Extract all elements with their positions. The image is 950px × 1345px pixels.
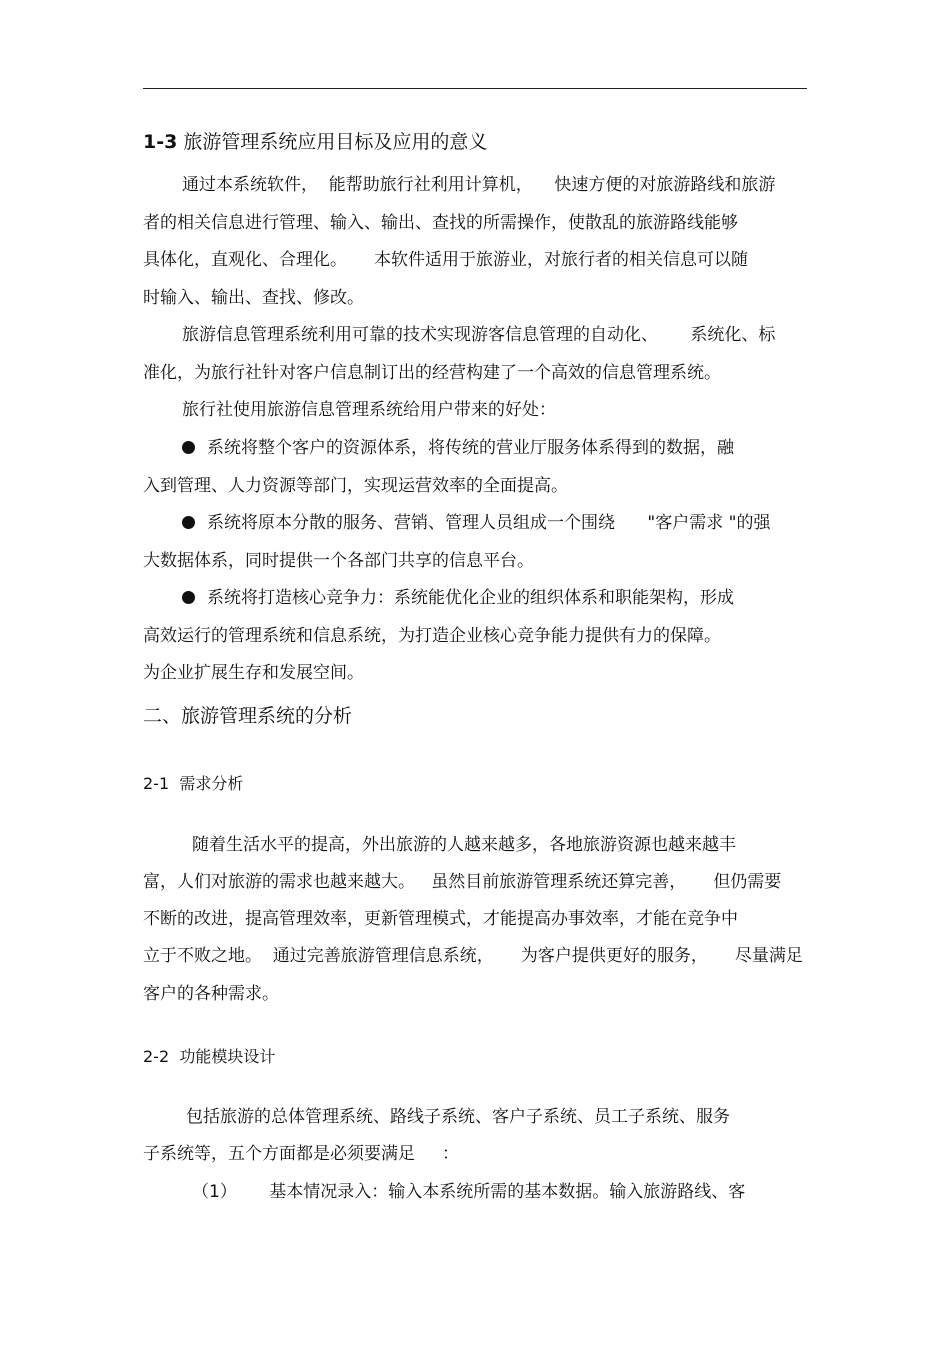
list-item-1 xyxy=(192,1180,745,1204)
bullet-3-line-3: 为企业扩展生存和发展空间。 xyxy=(143,663,364,683)
bullet-3-line-1: 系统将打造核心竞争力：系统能优化企业的组织体系和职能架构，形成 xyxy=(182,586,734,610)
para3: 旅行社使用旅游信息管理系统给用户带来的好处： xyxy=(182,400,556,420)
para22-line-1: 包括旅游的总体管理系统、路线子系统、客户子系统、员工子系统、服务 xyxy=(186,1107,730,1127)
list-item-text: 基本情况录入：输入本系统所需的基本数据。输入旅游路线、客 xyxy=(269,1182,746,1202)
subheading-2-2: 2-2 功能模块设计 xyxy=(143,1047,276,1066)
heading-1-3 xyxy=(143,130,487,154)
bullet-1-line-1: 系统将整个客户的资源体系，将传统的营业厅服务体系得到的数据，融 xyxy=(182,436,734,460)
heading-number: 1-3 xyxy=(143,131,178,153)
bullet-2-line-2: 大数据体系，同时提供一个各部门共享的信息平台。 xyxy=(143,551,534,571)
para1-line-4: 时输入、输出、查找、修改。 xyxy=(143,288,364,308)
section-2-heading: 二、旅游管理系统的分析 xyxy=(143,705,353,727)
para21-line-1: 随着生活水平的提高，外出旅游的人越来越多，各地旅游资源也越来越丰 xyxy=(192,835,736,855)
para1-line-2: 者的相关信息进行管理、输入、输出、查找的所需操作，使散乱的旅游路线能够 xyxy=(143,213,738,233)
para2-line-1: 旅游信息管理系统利用可靠的技术实现游客信息管理的自动化、 系统化、标 xyxy=(182,325,776,345)
para1-line-1: 通过本系统软件， 能帮助旅行社利用计算机， 快速方便的对旅游路线和旅游 xyxy=(182,175,776,195)
bullet-3-line-2: 高效运行的管理系统和信息系统，为打造企业核心竞争能力提供有力的保障。 xyxy=(143,626,721,646)
bullet-dot-icon xyxy=(182,516,195,529)
header-rule xyxy=(143,88,807,89)
para1-line-3: 具体化，直观化、合理化。 本软件适用于旅游业，对旅行者的相关信息可以随 xyxy=(143,250,749,270)
para21-line-4: 立于不败之地。 通过完善旅游管理信息系统， 为客户提供更好的服务， 尽量满足 xyxy=(143,946,803,966)
bullet-1-line-2: 入到管理、人力资源等部门，实现运营效率的全面提高。 xyxy=(143,476,568,496)
bullet-2-line-1: 系统将原本分散的服务、营销、管理人员组成一个围绕 "客户需求 "的强 xyxy=(182,511,770,535)
para2-line-2: 准化，为旅行社针对客户信息制订出的经营构建了一个高效的信息管理系统。 xyxy=(143,363,721,383)
para21-line-5: 客户的各种需求。 xyxy=(143,984,279,1004)
bullet-dot-icon xyxy=(182,591,195,604)
list-item-number: （1） xyxy=(192,1182,237,1202)
para21-line-2: 富，人们对旅游的需求也越来越大。 虽然目前旅游管理系统还算完善， 但仍需要 xyxy=(143,872,782,892)
para21-line-3: 不断的改进，提高管理效率，更新管理模式，才能提高办事效率，才能在竞争中 xyxy=(143,909,738,929)
bullet-dot-icon xyxy=(182,441,195,454)
para22-line-2: 子系统等，五个方面都是必须要满足 ： xyxy=(143,1144,460,1164)
subheading-2-1: 2-1 需求分析 xyxy=(143,774,244,793)
heading-title: 旅游管理系统应用目标及应用的意义 xyxy=(183,131,488,153)
